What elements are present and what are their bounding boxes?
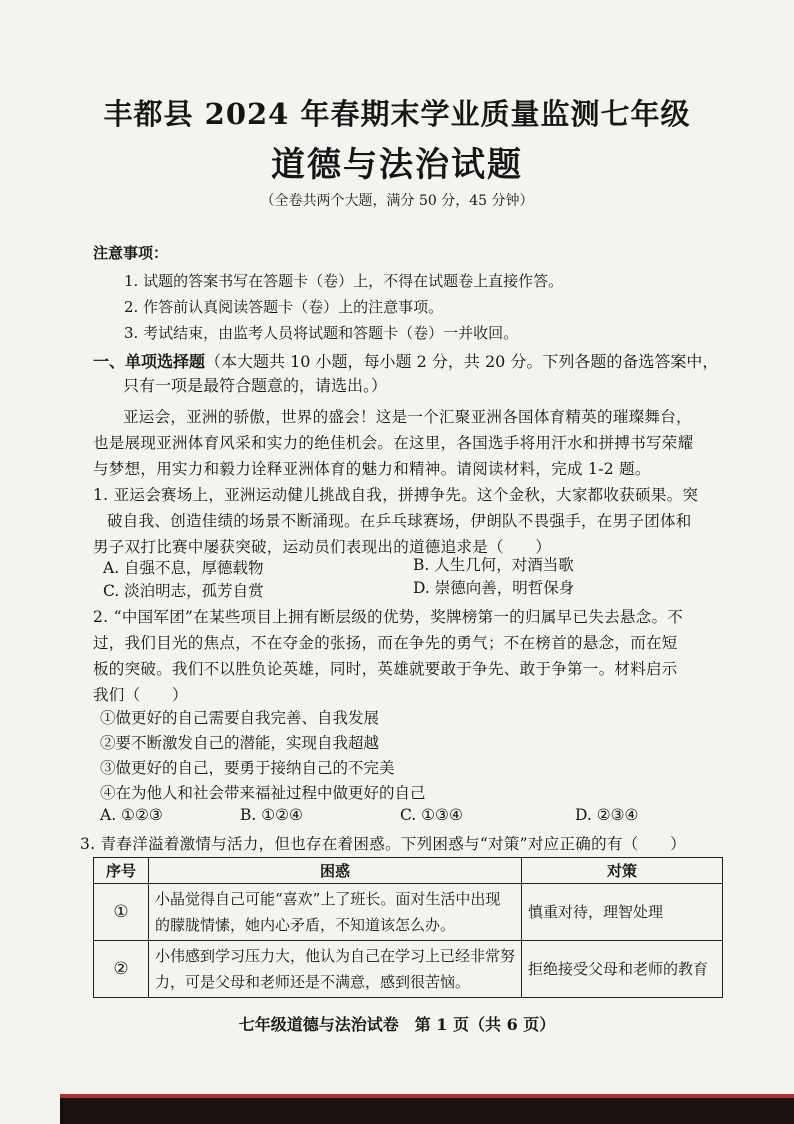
question-2-statement-3: ③做更好的自己，要勇于接纳自己的不完美 — [100, 759, 395, 777]
section-1-title: 一、单项选择题 — [93, 352, 206, 371]
question-1-option-a: A. 自强不息，厚德载物 — [103, 559, 264, 577]
question-2-statement-4: ④在为他人和社会带来福祉过程中做更好的自己 — [100, 784, 426, 802]
table-header-solution: 对策 — [522, 858, 723, 884]
question-2-stem — [93, 604, 733, 708]
question-1-line-1: 1. 亚运会赛场上，亚洲运动健儿挑战自我，拼搏争先。这个金秋，大家都收获硕果。突 — [93, 486, 699, 504]
exam-title-line1: 丰都县 2024 年春期末学业质量监测七年级 — [103, 97, 691, 131]
table-header-number: 序号 — [94, 858, 149, 884]
question-2-line-1: 2. “中国军团”在某些项目上拥有断层级的优势，奖牌榜第一的归属早已失去悬念。不 — [93, 608, 684, 626]
question-2-statement-1: ①做更好的自己需要自我完善、自我发展 — [100, 709, 380, 727]
question-2-option-a: A. ①②③ — [100, 806, 163, 824]
note-item-3: 3. 考试结束，由监考人员将试题和答题卡（卷）一并收回。 — [124, 324, 519, 342]
question-2-option-b: B. ①②④ — [240, 806, 303, 824]
material-line-1: 亚运会，亚洲的骄傲，世界的盛会！这是一个汇聚亚洲各国体育精英的璀璨舞台， — [123, 408, 692, 426]
question-3-stem: 3. 青春洋溢着激情与活力，但也存在着困惑。下列困惑与“对策”对应正确的有（ ） — [80, 835, 686, 853]
table-header-row — [94, 858, 723, 884]
question-2-option-c: C. ①③④ — [400, 806, 463, 824]
section-1-instruction-1: （本大题共 10 小题，每小题 2 分，共 20 分。下列各题的备选答案中， — [205, 352, 719, 371]
material-line-2: 也是展现亚洲体育风采和实力的绝佳机会。在这里，各国选手将用汗水和拼搏书写荣耀 — [93, 434, 694, 452]
table-cell-confusion: 小晶觉得自己可能“喜欢”上了班长。面对生活中出现的朦胧情愫，她内心矛盾，不知道该怎么办。 — [149, 884, 522, 941]
table-row — [94, 941, 723, 998]
question-2-option-d: D. ②③④ — [575, 806, 639, 824]
question-2-line-3: 板的突破。我们不以胜负论英雄，同时，英雄就要敢于争先、敢于争第一。材料启示 — [93, 660, 678, 678]
table-cell-confusion: 小伟感到学习压力大，他认为自己在学习上已经非常努力，可是父母和老师还是不满意，感到很苦恼。 — [149, 941, 522, 998]
question-1-option-d: D. 崇德向善，明哲保身 — [413, 579, 575, 597]
question-2-line-2: 过，我们目光的焦点，不在夺金的张扬，而在争先的勇气；不在榜首的悬念，而在短 — [93, 634, 678, 652]
section-1-instruction-2: 只有一项是最符合题意的，请选出。） — [123, 376, 388, 395]
note-item-1: 1. 试题的答案书写在答题卡（卷）上，不得在试题卷上直接作答。 — [124, 272, 564, 290]
table-cell-number: ① — [94, 884, 149, 941]
table-cell-solution: 拒绝接受父母和老师的教育 — [522, 941, 723, 998]
question-1-line-3: 男子双打比赛中屡获突破，运动员们表现出的道德追求是（ ） — [93, 538, 552, 556]
note-item-2: 2. 作答前认真阅读答题卡（卷）上的注意事项。 — [124, 298, 444, 316]
table-header-confusion: 困惑 — [149, 858, 522, 884]
question-1-option-c: C. 淡泊明志，孤芳自赏 — [103, 582, 264, 600]
notes-title: 注意事项： — [93, 244, 169, 262]
material-paragraph — [93, 404, 733, 482]
table-cell-number: ② — [94, 941, 149, 998]
question-1-line-2: 破自我、创造佳绩的场景不断涌现。在乒乓球赛场，伊朗队不畏强手，在男子团体和 — [107, 512, 692, 530]
exam-subtitle: （全卷共两个大题，满分 50 分，45 分钟） — [260, 193, 534, 209]
table-cell-solution: 慎重对待，理智处理 — [522, 884, 723, 941]
question-2-line-4: 我们（ ） — [93, 686, 188, 704]
material-line-3: 与梦想，用实力和毅力诠释亚洲体育的魅力和精神。请阅读材料，完成 1-2 题。 — [93, 460, 651, 478]
scan-edge-dark — [60, 1098, 794, 1124]
question-1-option-b: B. 人生几何，对酒当歌 — [413, 556, 574, 574]
question-1-stem — [93, 482, 733, 560]
question-2-statement-2: ②要不断激发自己的潜能，实现自我超越 — [100, 734, 380, 752]
exam-title-line2: 道德与法治试题 — [271, 145, 523, 185]
section-1-heading — [93, 350, 733, 398]
question-3-table — [93, 857, 723, 998]
table-row — [94, 884, 723, 941]
page-footer: 七年级道德与法治试卷 第 1 页（共 6 页） — [238, 1015, 556, 1034]
